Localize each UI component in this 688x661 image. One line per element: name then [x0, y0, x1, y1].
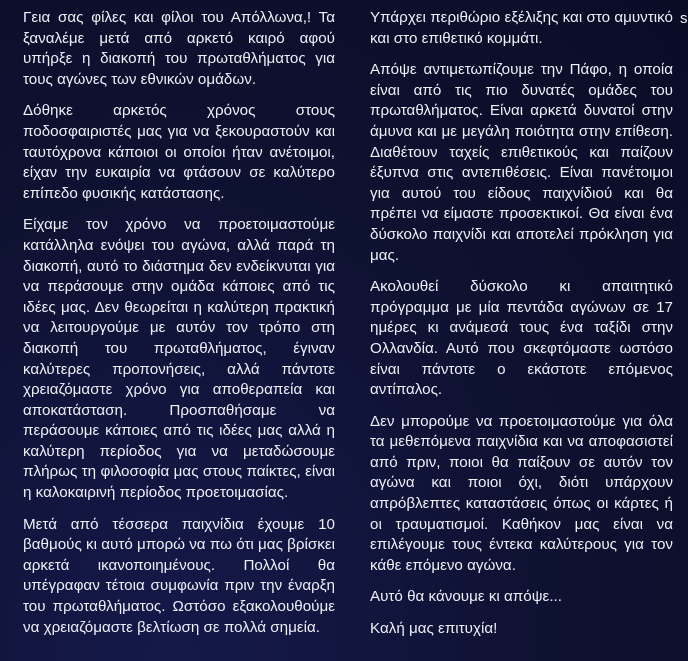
paragraph-points: Μετά από τέσσερα παιχνίδια έχουμε 10 βαθμούς κι αυτό μπορώ να πω ότι μας βρίσκει αρκετά ικανοποιημένους. Πολλοί θα υπέγραφαν τέτοια συμφωνία πριν την έναρξη του πρωταθλήματος. Ωστόσο εξακολουθούμε να χρειαζόμαστε βελτίωση σε πολλά σημεία. — [23, 515, 335, 636]
cropped-edge-text: s — [680, 10, 688, 27]
article-left-column — [23, 8, 335, 649]
paragraph-schedule: Ακολουθεί δύσκολο κι απαιτητικό πρόγραμμα με μία πεντάδα αγώνων σε 17 ημέρες κι ανάμεσά τους ένα ταξίδι στην Ολλανδία. Αυτό που σκεφτόμαστε ωστόσο είναι πάντοτε ο εκάστοτε επόμενος αντίπαλος. — [370, 278, 673, 399]
paragraph-tonight: Αυτό θα κάνουμε κι απόψε... — [370, 588, 562, 606]
paragraph-selection: Δεν μπορούμε να προετοιμαστούμε για όλα τα μεθεπόμενα παιχνίδια και να αποφασιστεί από πριν, ποιοι θα παίξουν σε αυτόν τον αγώνα και ποιοι όχι, διότι υπάρχουν απρόβλεπτες καταστάσεις όπως οι κάρτες ή οι τραυματισμοί. Καθήκον μας είναι να επιλέγουμε τους έντεκα καλύτερους για τον κάθε επόμενο αγώνα. — [370, 412, 673, 574]
paragraph-greeting: Γεια σας φίλες και φίλοι του Απόλλωνα,! Τα ξαναλέμε μετά από αρκετό καιρό αφού υπήρξε η διακοπή του πρωταθλήματος για τους αγώνες των εθνικών ομάδων. — [23, 9, 335, 88]
paragraph-rest-time: Δόθηκε αρκετός χρόνος στους ποδοσφαιριστές μας για να ξεκουραστούν και ταυτόχρονα κάποιοι οι οποίοι ήταν ανέτοιμοι, είχαν την ευκαιρία να φτάσουν σε καλύτερο επίπεδο φυσικής κατάστασης. — [23, 102, 335, 202]
article-right-column — [370, 8, 673, 651]
paragraph-improvement: Υπάρχει περιθώριο εξέλιξης και στο αμυντικό και στο επιθετικό κομμάτι. — [370, 9, 673, 47]
paragraph-preparation: Είχαμε τον χρόνο να προετοιμαστούμε κατάλληλα ενόψει του αγώνα, αλλά παρά τη διακοπή, αυτό το διάστημα δεν ενδείκνυται για να περάσουμε στην ομάδα κάποιες από τις ιδέες μας. Δεν θεωρείται η καλύτερη πρακτική να λειτουργούμε με αυτόν τον τρόπο στη διακοπή του πρωταθλήματος, έγιναν καλύτερες προπονήσεις, αλλά πάντοτε χρειαζόμαστε χρόνο για αποθεραπεία και αποκατάσταση. Προσπαθήσαμε να περάσουμε κάποιες από τις ιδέες μας αλλά η καλύτερη περίοδος για να μεταδώσουμε πλήρως τη φιλοσοφία μας στους παίκτες, είναι η καλοκαιρινή περίοδος προετοιμασίας. — [23, 216, 335, 502]
paragraph-opponent-pafos: Απόψε αντιμετωπίζουμε την Πάφο, η οποία είναι από τις πιο δυνατές ομάδες του πρωταθλήματος. Είναι αρκετά δυνατοί στην άμυνα και με μεγάλη ποιότητα στην επίθεση. Διαθέτουν ταχείς επιθετικούς και παίζουν έξυπνα στις αντεπιθέσεις. Είναι πανέτοιμοι για αυτού του είδους παιχνίδιού και θα πρέπει να είμαστε προσεκτικοί. Θα είναι ένα δύσκολο παιχνίδι και αποτελεί πρόκληση για μας. — [370, 61, 673, 264]
paragraph-good-luck: Καλή μας επιτυχία! — [370, 620, 498, 638]
